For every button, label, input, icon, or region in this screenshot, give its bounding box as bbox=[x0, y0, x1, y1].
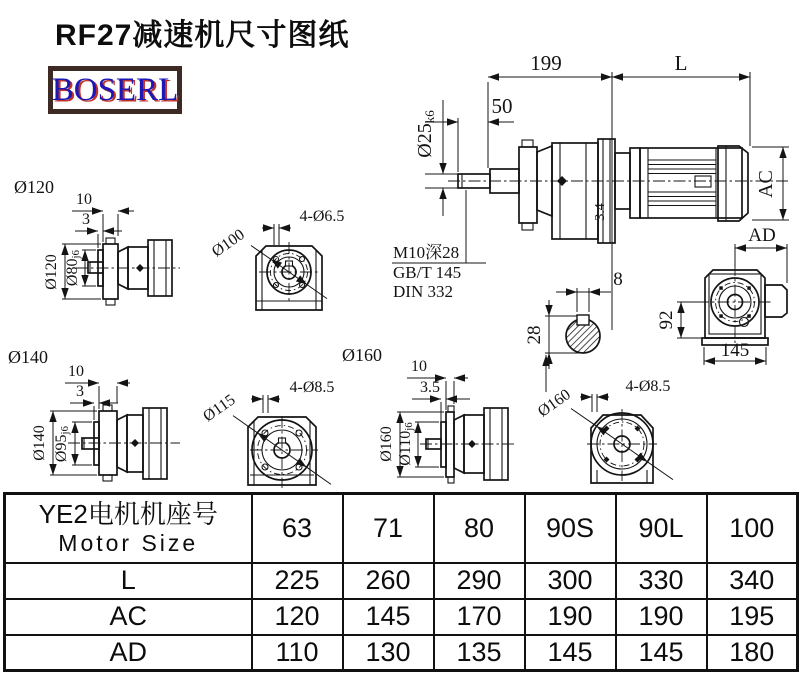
boserl-logo-text: BOSERL bbox=[51, 71, 179, 108]
dim-shaft-length: 50 bbox=[491, 94, 513, 118]
bolt-holes-100: 4-Ø6.5 bbox=[299, 208, 345, 225]
dia-spigot-140: Ø95j6 bbox=[53, 425, 71, 463]
cell-AD-63: 110 bbox=[252, 635, 343, 671]
cell-L-90l: 330 bbox=[616, 563, 707, 599]
table-row-L bbox=[5, 563, 798, 599]
cell-L-63: 225 bbox=[252, 563, 343, 599]
dim-ad: AD bbox=[748, 225, 776, 246]
cell-AC-63: 120 bbox=[252, 599, 343, 635]
dim-key-height: 28 bbox=[524, 325, 545, 345]
flange-120-side-view bbox=[14, 177, 180, 305]
column-header-100: 100 bbox=[707, 494, 798, 563]
flange-160-front-view bbox=[535, 378, 673, 483]
oil-plug-mark bbox=[557, 176, 567, 186]
dia-flange-120: Ø120 bbox=[43, 254, 60, 290]
table-row-AC bbox=[5, 599, 798, 635]
cell-AC-80: 170 bbox=[434, 599, 525, 635]
dim-plate-160: 10 bbox=[411, 358, 427, 375]
dia-spigot-120: Ø80j6 bbox=[64, 249, 82, 287]
dia-flange-160: Ø160 bbox=[378, 426, 395, 462]
dim-plate-120: 10 bbox=[76, 191, 92, 208]
terminal-box bbox=[765, 285, 787, 317]
flange-140-side-view bbox=[8, 347, 180, 481]
tap-standard-1: GB/T 145 bbox=[393, 263, 462, 282]
dim-spigot-140: 3 bbox=[76, 383, 84, 400]
flange-115-front-view bbox=[200, 379, 334, 488]
dia-100-label: Ø100 bbox=[208, 226, 248, 261]
dia-spigot-160: Ø110j6 bbox=[397, 422, 415, 466]
row-label-L: L bbox=[5, 563, 252, 599]
bolt-holes-160: 4-Ø8.5 bbox=[625, 378, 671, 395]
motor-size-table bbox=[3, 492, 799, 672]
dim-145: 145 bbox=[720, 340, 750, 361]
bolt-holes-115: 4-Ø8.5 bbox=[289, 379, 335, 396]
page-title: RF27减速机尺寸图纸 bbox=[55, 19, 350, 52]
column-header-90l: 90L bbox=[616, 494, 707, 563]
cell-AD-80: 135 bbox=[434, 635, 525, 671]
cell-AC-90l: 190 bbox=[616, 599, 707, 635]
cell-AD-100: 180 bbox=[707, 635, 798, 671]
cell-AC-100: 195 bbox=[707, 599, 798, 635]
shaft-keyway-section bbox=[524, 269, 623, 369]
table-header-motor-size bbox=[5, 494, 252, 563]
flange-120-label: Ø120 bbox=[14, 177, 54, 197]
dia-115-label: Ø115 bbox=[200, 391, 239, 426]
dim-spigot-120: 3 bbox=[82, 211, 90, 228]
flange-160-side-view bbox=[342, 345, 546, 483]
cell-AC-90s: 190 bbox=[525, 599, 616, 635]
cell-AD-90l: 145 bbox=[616, 635, 707, 671]
column-header-90s: 90S bbox=[525, 494, 616, 563]
cell-AD-71: 130 bbox=[343, 635, 434, 671]
row-label-AC: AC bbox=[5, 599, 252, 635]
dim-spigot-160: 3.5 bbox=[420, 379, 440, 396]
main-view-dimensions bbox=[392, 51, 789, 330]
tap-note: M10深28 bbox=[393, 243, 460, 262]
stage-mark-label: 3.4 bbox=[593, 203, 608, 221]
column-header-71: 71 bbox=[343, 494, 434, 563]
motor-rear-view bbox=[656, 225, 787, 365]
cell-AD-90s: 145 bbox=[525, 635, 616, 671]
dia-flange-140: Ø140 bbox=[31, 425, 48, 461]
flange-100-front-view bbox=[209, 208, 344, 310]
cell-AC-71: 145 bbox=[343, 599, 434, 635]
column-header-63: 63 bbox=[252, 494, 343, 563]
dim-92: 92 bbox=[656, 310, 677, 330]
column-header-80: 80 bbox=[434, 494, 525, 563]
dim-motor-dia: AC bbox=[755, 170, 777, 198]
dim-key-width: 8 bbox=[613, 269, 623, 290]
motor-size-header-cn: YE2电机机座号 bbox=[38, 498, 218, 529]
group-160-label: Ø160 bbox=[342, 345, 382, 365]
dim-gear-length: 199 bbox=[530, 51, 562, 75]
flange-140-label: Ø140 bbox=[8, 347, 48, 367]
row-label-AD: AD bbox=[5, 635, 252, 671]
cell-L-90s: 300 bbox=[525, 563, 616, 599]
cell-L-100: 340 bbox=[707, 563, 798, 599]
dim-plate-140: 10 bbox=[68, 363, 84, 380]
main-side-view bbox=[448, 139, 788, 243]
dim-motor-length: L bbox=[674, 51, 688, 75]
tap-standard-2: DIN 332 bbox=[393, 282, 453, 301]
cell-L-71: 260 bbox=[343, 563, 434, 599]
motor-size-header-en: Motor Size bbox=[58, 530, 199, 557]
dia-160-label: Ø160 bbox=[534, 386, 574, 421]
shaft-dia-label: Ø25k6 bbox=[414, 110, 437, 158]
cell-L-80: 290 bbox=[434, 563, 525, 599]
table-row-AD bbox=[5, 635, 798, 671]
